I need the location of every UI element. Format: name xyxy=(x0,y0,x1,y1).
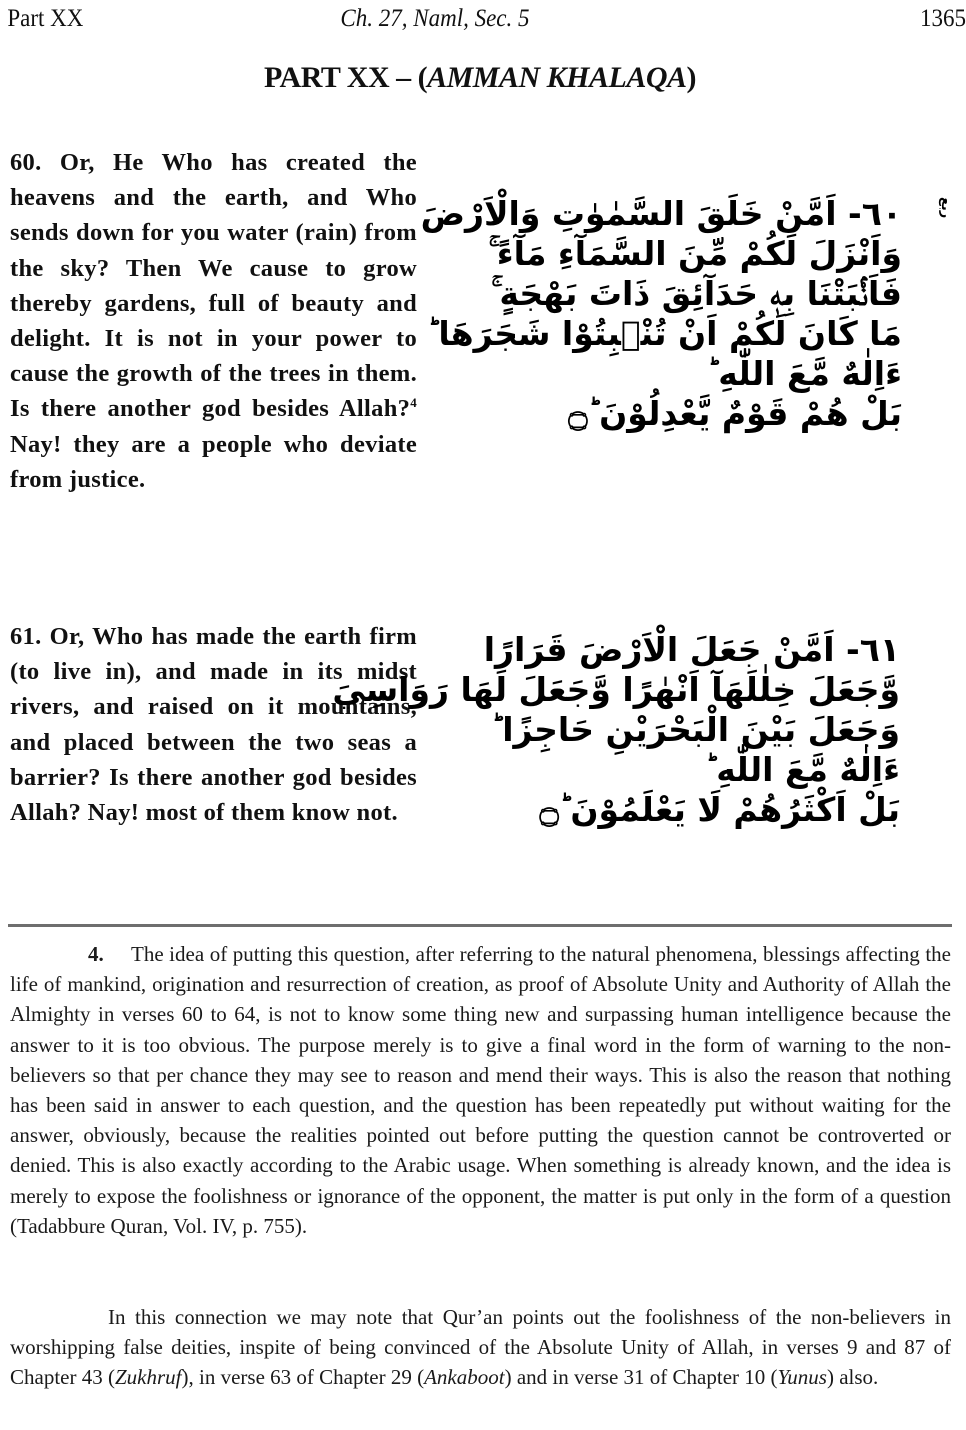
footnote-text: The idea of putting this question, after referring to the natural phenomena, blessings affecting the life of mankind, origination and resurrection of creation, as proof of Absolute Unity and Authority of Allah the Almighty in verses 60 to 64, is not to know some thing new and surpassing human intelligence because the answer to it is too obvious. The purpose merely is to give a final word in the form of warning to the non-believers so that per chance they may see to reason and mend their ways. This is also the reason that nothing has been said in answer to each question, and the question has been repeatedly put without waiting for the answer, obviously, because the realities pointed out before putting the question cannot be controverted or denied. This is also exactly according to the Arabic usage. When something is already known, and the idea is merely to expose the foolishness or ignorance of the opponent, the matter is put only in the form of a question (Tadabbure Quran, Vol. IV, p. 755). xyxy=(10,942,951,1238)
footnote-text: ), in verse 63 of Chapter 29 ( xyxy=(181,1365,425,1390)
arabic-line: بَلْ هُمْ قَوْمٌ يَّعْدِلُوْنَ ؕ۝ xyxy=(568,394,902,433)
page-number: 1365 xyxy=(920,5,966,32)
part-title-prefix: PART XX – ( xyxy=(263,61,428,94)
verse-text: Or, He Who has created the heavens and the earth, and Who sends down for you water (rain) from the sky? Then We cause to grow thereby gardens, full of beauty and delight. It is not in your power to cause the growth of the trees in them. Is there another god besides Allah? xyxy=(10,149,417,423)
arabic-line: وَجَعَلَ بَيْنَ الْبَحْرَيْنِ حَاجِزًا ؕ xyxy=(490,710,900,749)
arabic-line: ٦٠- اَمَّنْ خَلَقَ السَّمٰوٰتِ وَالْاَرْضَ xyxy=(420,194,902,233)
footnote-paragraph xyxy=(10,1302,951,1393)
verse-text-continued: Nay! they are a people who deviate from justice. xyxy=(10,430,417,493)
ruku-marker-icon: ربع xyxy=(938,197,953,219)
verse-number: 61. xyxy=(10,623,42,650)
part-title-name: AMMAN KHALAQA xyxy=(427,61,687,94)
part-title xyxy=(0,58,960,98)
running-head xyxy=(0,2,966,36)
verse-61-translation xyxy=(10,619,417,830)
verse-number: 60. xyxy=(10,149,42,176)
part-title-suffix: ) xyxy=(686,61,697,94)
arabic-line: ءَاِلٰهٌ مَّعَ اللّٰهِ ؕ xyxy=(704,750,900,789)
footnote-number: 4. xyxy=(88,942,104,966)
verse-60-arabic xyxy=(420,194,902,434)
chapter-name: Yunus xyxy=(777,1365,827,1390)
arabic-line: وَّجَعَلَ خِلٰلَهَآ اَنْهٰرًا وَّجَعَلَ لَهَا رَوَاسِيَ xyxy=(332,670,900,709)
verse-60-translation xyxy=(10,145,417,497)
footnote-ref[interactable]: 4 xyxy=(410,395,417,411)
footnote-separator xyxy=(8,924,952,927)
verse-61-arabic xyxy=(332,630,900,830)
footnote-paragraph xyxy=(10,939,951,1241)
arabic-line: ءَاِلٰهٌ مَّعَ اللّٰهِ ؕ xyxy=(706,354,902,393)
chapter-name: Zukhruf xyxy=(114,1365,182,1390)
arabic-line: فَاَنْۢبَتْنَا بِهٖ حَدَآئِقَ ذَاتَ بَهْجَةٍ ۚ xyxy=(491,274,902,313)
chapter-name: Ankaboot xyxy=(424,1365,505,1390)
footnote-text: ) also. xyxy=(826,1365,879,1390)
running-head-chapter: Ch. 27, Naml, Sec. 5 xyxy=(340,5,530,32)
footnote-text: ) and in verse 31 of Chapter 10 ( xyxy=(504,1365,778,1390)
arabic-line: بَلْ اَكْثَرُهُمْ لَا يَعْلَمُوْنَ ؕ۝ xyxy=(539,790,900,829)
arabic-line: مَا كَانَ لَكُمْ اَنْ تُنْۢبِتُوْا شَجَرَهَا ؕ xyxy=(426,314,902,353)
arabic-line: وَاَنْزَلَ لَكُمْ مِّنَ السَّمَآءِ مَآءً ۚ xyxy=(488,234,902,273)
arabic-line: ٦١- اَمَّنْ جَعَلَ الْاَرْضَ قَرَارًا xyxy=(483,630,900,669)
verse-text: Or, Who has made the earth firm (to live in), and made in its midst rivers, and raised on it mountains, and placed between the two seas a barrier? Is there another god besides Allah? Nay! most of them know not. xyxy=(10,623,417,827)
footnote-text: In this connection we may note that Qur’an points out the foolishness of the non-believers in worshipping false deities, inspite of being convinced of the Absolute Unity of Allah, in verses 9 and 87 of Chapter 43 ( xyxy=(10,1305,951,1390)
running-head-part: Part XX xyxy=(7,5,84,32)
